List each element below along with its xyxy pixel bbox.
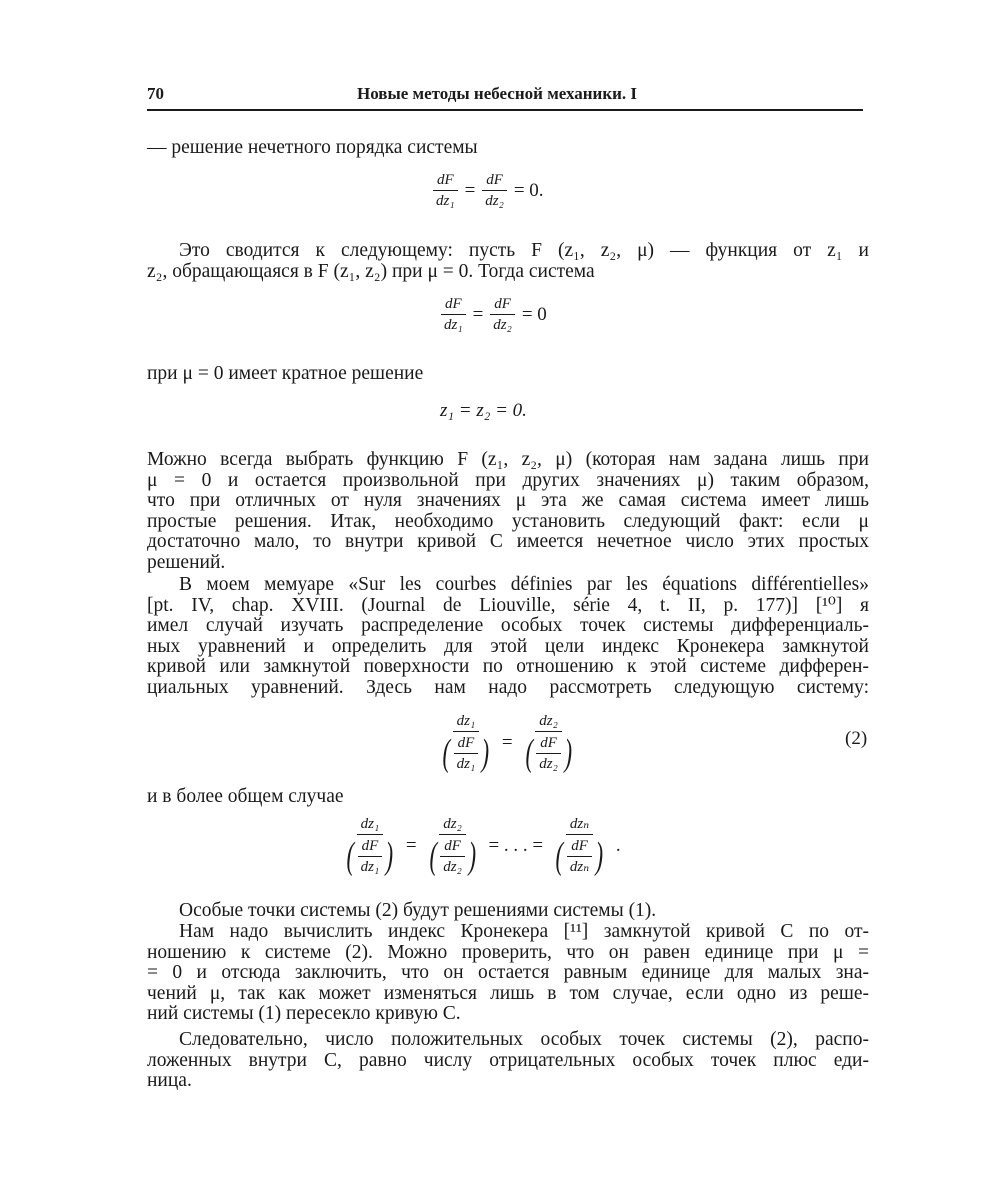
fraction: dz₂ ( $\frac{dF}{\text{dz₂}}$ )	[429, 816, 476, 877]
equation-5: dz₁ ( $\frac{dF}{\text{dz₁}}$ ) = dz₂ ( $\frac{dF}{\text{dz₂}}$ ) = . . . = dzₙ ( $\frac{dF}{\text{dzₙ}}$ ) .	[340, 816, 627, 875]
text-line: ница.	[147, 1070, 192, 1091]
paragraph-6	[147, 787, 869, 808]
text-line: простые решения. Итак, необходимо установить следующий факт: если μ	[147, 510, 869, 532]
text-line: Следовательно, число положительных особых точек системы (2), распо-	[179, 1029, 869, 1050]
paragraph-9	[147, 1030, 869, 1092]
text-line: решений.	[147, 551, 226, 573]
text-line: ношению к системе (2). Можно проверить, что он равен единице при μ =	[147, 941, 869, 963]
fraction: dz₂ ( $\frac{dF}{\text{dz₂}}$ )	[525, 713, 572, 774]
text-line: z₂, обращающаяся в F (z₁, z₂) при μ = 0. Тогда система	[147, 260, 595, 282]
paragraph-8	[147, 922, 869, 1025]
equation-4: dz₁ ( $\frac{dF}{\text{dz₁}}$ ) = dz₂ ( $\frac{dF}{\text{dz₂}}$ )	[436, 713, 578, 772]
text-line: = 0 и отсюда заключить, что он остается равным единице для малых зна-	[147, 962, 869, 983]
text-line: — решение нечетного порядка системы	[147, 137, 478, 158]
running-header	[147, 84, 863, 110]
inner-fraction: $\frac{dF}{\text{dz₂}}$	[439, 838, 466, 875]
paragraph-4	[147, 450, 869, 573]
equation-3: z₁ = z₂ = 0.	[440, 400, 527, 421]
text-line: ложенных внутри C, равно числу отрицательных особых точек плюс еди-	[147, 1049, 869, 1071]
text-line: В моем мемуаре «Sur les courbes définies par les équations différentielles»	[179, 574, 869, 595]
text-line: ных уравнений и определить для этой цели индекс Кронекера замкнутой	[147, 635, 869, 657]
text-line: что при отличных от нуля значениях μ эта же самая система имеет лишь	[147, 490, 869, 511]
text-line: чений μ, так как может изменяться лишь в том случае, если одно из реше-	[147, 982, 869, 1004]
fraction: dz₁ ( $\frac{dF}{\text{dz₁}}$ )	[346, 816, 394, 877]
paragraph-2	[147, 241, 869, 282]
text-line: Нам надо вычислить индекс Кронекера [¹¹] замкнутой кривой C по от-	[179, 921, 869, 942]
paragraph-1	[147, 138, 869, 159]
fraction: dz₁ ( $\frac{dF}{\text{dz₁}}$ )	[442, 713, 490, 774]
inner-fraction: $\frac{dF}{\text{dzₙ}}$	[566, 838, 593, 875]
text-line: Особые точки системы (2) будут решениями системы (1).	[179, 900, 657, 921]
text-line: при μ = 0 имеет кратное решение	[147, 363, 424, 384]
text-line: достаточно мало, то внутри кривой C имеется нечетное число этих простых	[147, 531, 869, 552]
page-number: 70	[147, 84, 164, 103]
text-line: ний системы (1) пересекло кривую C.	[147, 1003, 461, 1024]
inner-fraction: $\frac{dF}{\text{dz₂}}$	[535, 735, 562, 772]
text-line: Это сводится к следующему: пусть F (z₁, z₂, μ) — функция от z₁ и	[179, 240, 869, 261]
running-title: Новые методы небесной механики. I	[357, 84, 638, 103]
paragraph-5	[147, 575, 869, 698]
text-line: имел случай изучать распределение особых точек системы дифференциаль-	[147, 615, 869, 636]
text-line: μ = 0 и остается произвольной при других значениях μ) таким образом,	[147, 469, 869, 491]
fraction: $\frac{dF}{\text{dz₂}}$	[481, 172, 508, 209]
equation-2: $\frac{dF}{\text{dz₁}}$ = $\frac{dF}{\text{dz₂}}$ = 0	[440, 296, 553, 333]
fraction: $\frac{dF}{\text{dz₁}}$	[440, 296, 467, 333]
text-line: и в более общем случае	[147, 786, 344, 807]
text-line: кривой или замкнутой поверхности по отношению к этой системе дифферен-	[147, 656, 869, 677]
fraction: $\frac{dF}{\text{dz₁}}$	[432, 172, 459, 209]
fraction: dzₙ ( $\frac{dF}{\text{dzₙ}}$ )	[555, 816, 604, 877]
inner-fraction: $\frac{dF}{\text{dz₁}}$	[453, 735, 480, 772]
paragraph-7	[147, 901, 869, 922]
fraction: $\frac{dF}{\text{dz₂}}$	[489, 296, 516, 333]
text-line: циальных уравнений. Здесь нам надо рассмотреть следующую систему:	[147, 676, 869, 698]
equation-number: (2)	[845, 728, 868, 749]
paragraph-3	[147, 364, 869, 385]
text-line: Можно всегда выбрать функцию F (z₁, z₂, μ) (которая нам задана лишь при	[147, 449, 869, 470]
header-rule	[147, 109, 863, 111]
text-line: [pt. IV, chap. XVIII. (Journal de Liouville, série 4, t. II, p. 177)] [¹⁰] я	[147, 594, 869, 616]
inner-fraction: $\frac{dF}{\text{dz₁}}$	[357, 838, 384, 875]
equation-1: $\frac{dF}{\text{dz₁}}$ = $\frac{dF}{\text{dz₂}}$ = 0.	[432, 172, 550, 209]
